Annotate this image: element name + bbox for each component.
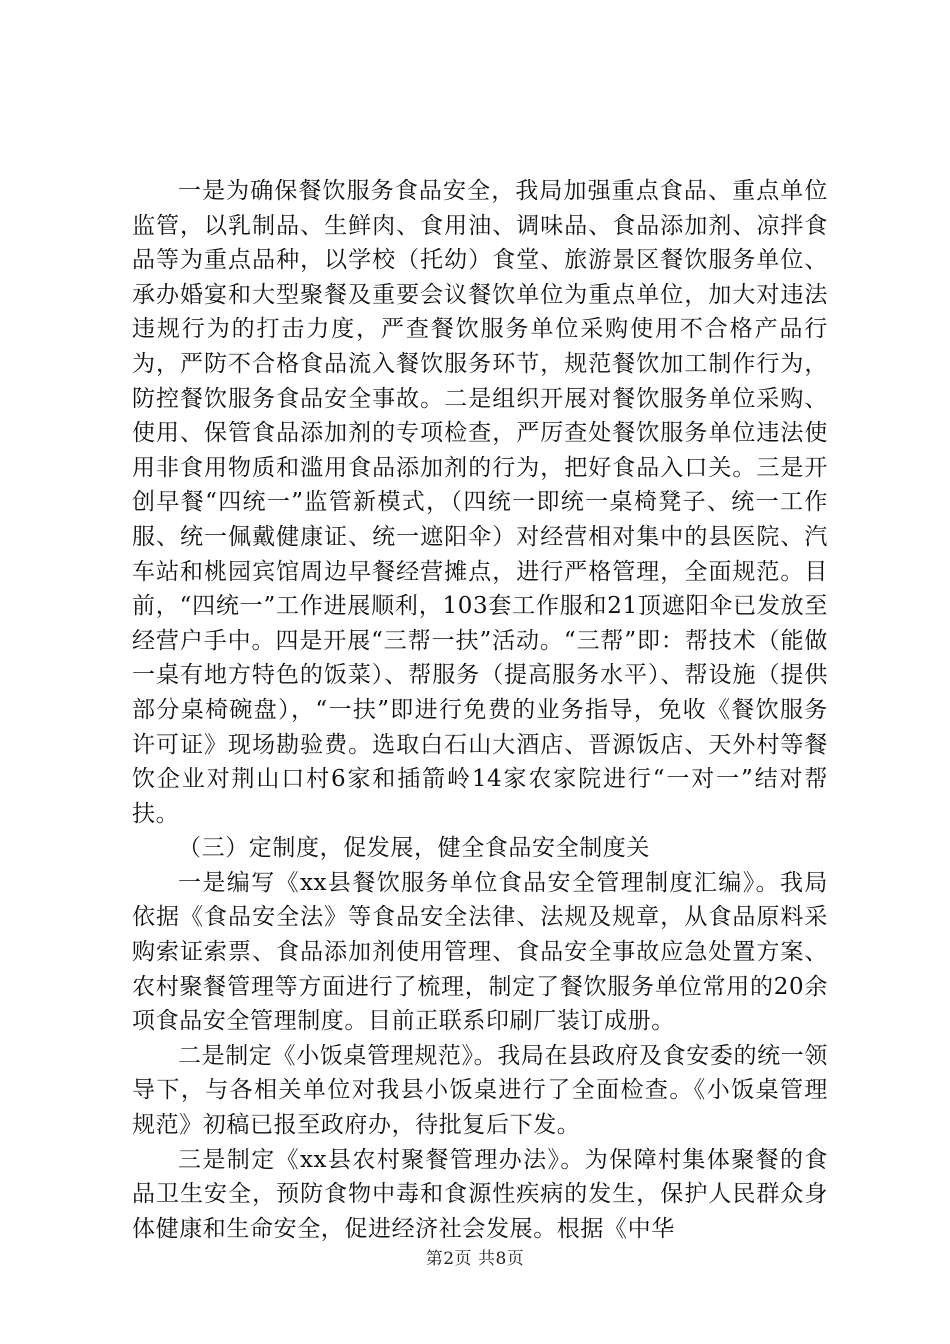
document-body bbox=[132, 174, 828, 1246]
paragraph-small-dining-table: 二是制定《小饭桌管理规范》。我局在县政府及食安委的统一领导下，与各相关单位对我县小饭桌进行了全面检查。《小饭桌管理规范》初稿已报至政府办，待批复后下发。 bbox=[132, 1042, 828, 1139]
paragraph-regulation-compilation: 一是编写《xx县餐饮服务单位食品安全管理制度汇编》。我局依据《食品安全法》等食品安全法律、法规及规章，从食品原料采购索证索票、食品添加剂使用管理、食品安全事故应急处置方案、农村聚餐管理等方面进行了梳理，制定了餐饮服务单位常用的20余项食品安全管理制度。目前正联系印刷厂装订成册。 bbox=[132, 869, 828, 1035]
page-footer: 第2页 共8页 bbox=[425, 1249, 525, 1269]
paragraph-rural-dining: 三是制定《xx县农村聚餐管理办法》。为保障村集体聚餐的食品卫生安全，预防食物中毒和食源性疾病的发生，保护人民群众身体健康和生命安全，促进经济社会发展。根据《中华 bbox=[132, 1146, 828, 1242]
section-heading: （三）定制度，促发展，健全食品安全制度关 bbox=[178, 835, 650, 862]
paragraph-measures: 一是为确保餐饮服务食品安全，我局加强重点食品、重点单位监管，以乳制品、生鲜肉、食用油、调味品、食品添加剂、凉拌食品等为重点品种，以学校（托幼）食堂、旅游景区餐饮服务单位、承办婚宴和大型聚餐及重要会议餐饮单位为重点单位，加大对违法违规行为的打击力度，严查餐饮服务单位采购使用不合格产品行为，严防不合格食品流入餐饮服务环节，规范餐饮加工制作行为，防控餐饮服务食品安全事故。二是组织开展对餐饮服务单位采购、使用、保管食品添加剂的专项检查，严厉查处餐饮服务单位违法使用非食用物质和滥用食品添加剂的行为，把好食品入口关。三是开创早餐“四统一”监管新模式，（四统一即统一桌椅凳子、统一工作服、统一佩戴健康证、统一遮阳伞）对经营相对集中的县医院、汽车站和桃园宾馆周边早餐经营摊点，进行严格管理，全面规范。目前，“四统一”工作进展顺利，103套工作服和21顶遮阳伞已发放至经营户手中。四是开展“三帮一扶”活动。“三帮”即：帮技术（能做一桌有地方特色的饭菜）、帮服务（提高服务水平）、帮设施（提供部分桌椅碗盘），“一扶”即进行免费的业务指导，免收《餐饮服务许可证》现场勘验费。选取白石山大酒店、晋源饭店、天外村等餐饮企业对荆山口村6家和插箭岭14家农家院进行“一对一”结对帮扶。 bbox=[132, 178, 828, 827]
